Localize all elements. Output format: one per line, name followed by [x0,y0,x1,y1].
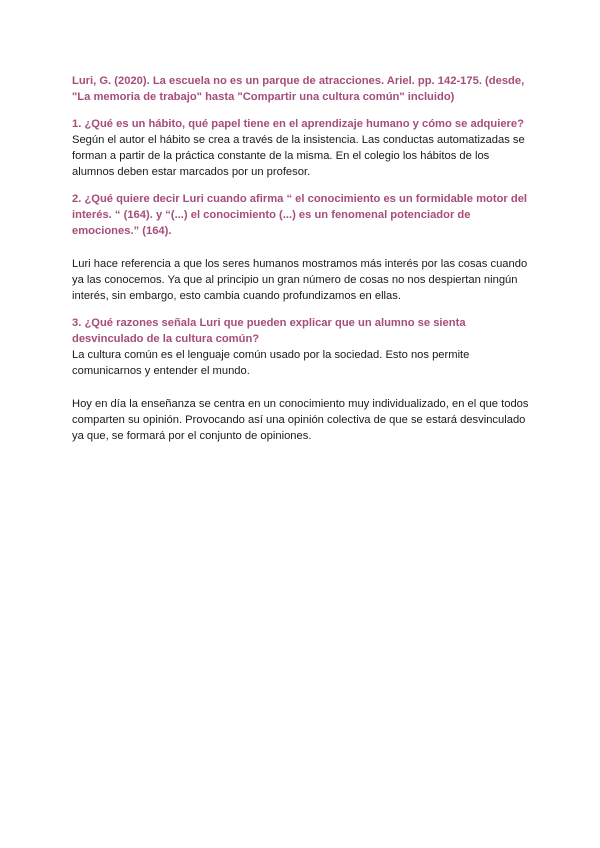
answer-1-text: Según el autor el hábito se crea a través de la insistencia. Las conductas automatizadas se forman a partir de la práctica constante de la misma. En el colegio los hábitos de los alumnos deben estar marcados por un profesor. [72,134,525,178]
spacer [72,180,530,191]
spacer [72,304,530,315]
answer-3-paragraph-2: Hoy en día la enseñanza se centra en un conocimiento muy individualizado, en el que todos comparten su opinión. Provocando así una opinión colectiva de que se estará desvinculado ya que, se formará por el conjunto de opiniones. [72,398,529,442]
spacer [72,379,530,396]
question-2-heading: 2. ¿Qué quiere decir Luri cuando afirma “ el conocimiento es un formidable motor del interés. “ (164). y “(...) el conocimiento (...) es un fenomenal potenciador de emociones.” (164). [72,193,528,237]
answer-2-text: Luri hace referencia a que los seres humanos mostramos más interés por las cosas cuando ya las conocemos. Ya que al principio un gran número de cosas no nos despiertan ningún interés, sin embargo, esto cambia cuando profundizamos en ellas. [72,258,528,302]
spacer [72,105,530,116]
document-body [72,73,530,444]
citation-heading: Luri, G. (2020). La escuela no es un parque de atracciones. Ariel. pp. 142-175. (desde, "La memoria de trabajo" hasta "Compartir una cultura común" incluido) [72,75,525,103]
spacer [72,239,530,256]
answer-3-paragraph-1: La cultura común es el lenguaje común usado por la sociedad. Esto nos permite comunicarnos y entender el mundo. [72,349,470,377]
question-3-heading: 3. ¿Qué razones señala Luri que pueden explicar que un alumno se sienta desvinculado de la cultura común? [72,317,466,345]
question-1-heading: 1. ¿Qué es un hábito, qué papel tiene en el aprendizaje humano y cómo se adquiere? [72,118,524,130]
